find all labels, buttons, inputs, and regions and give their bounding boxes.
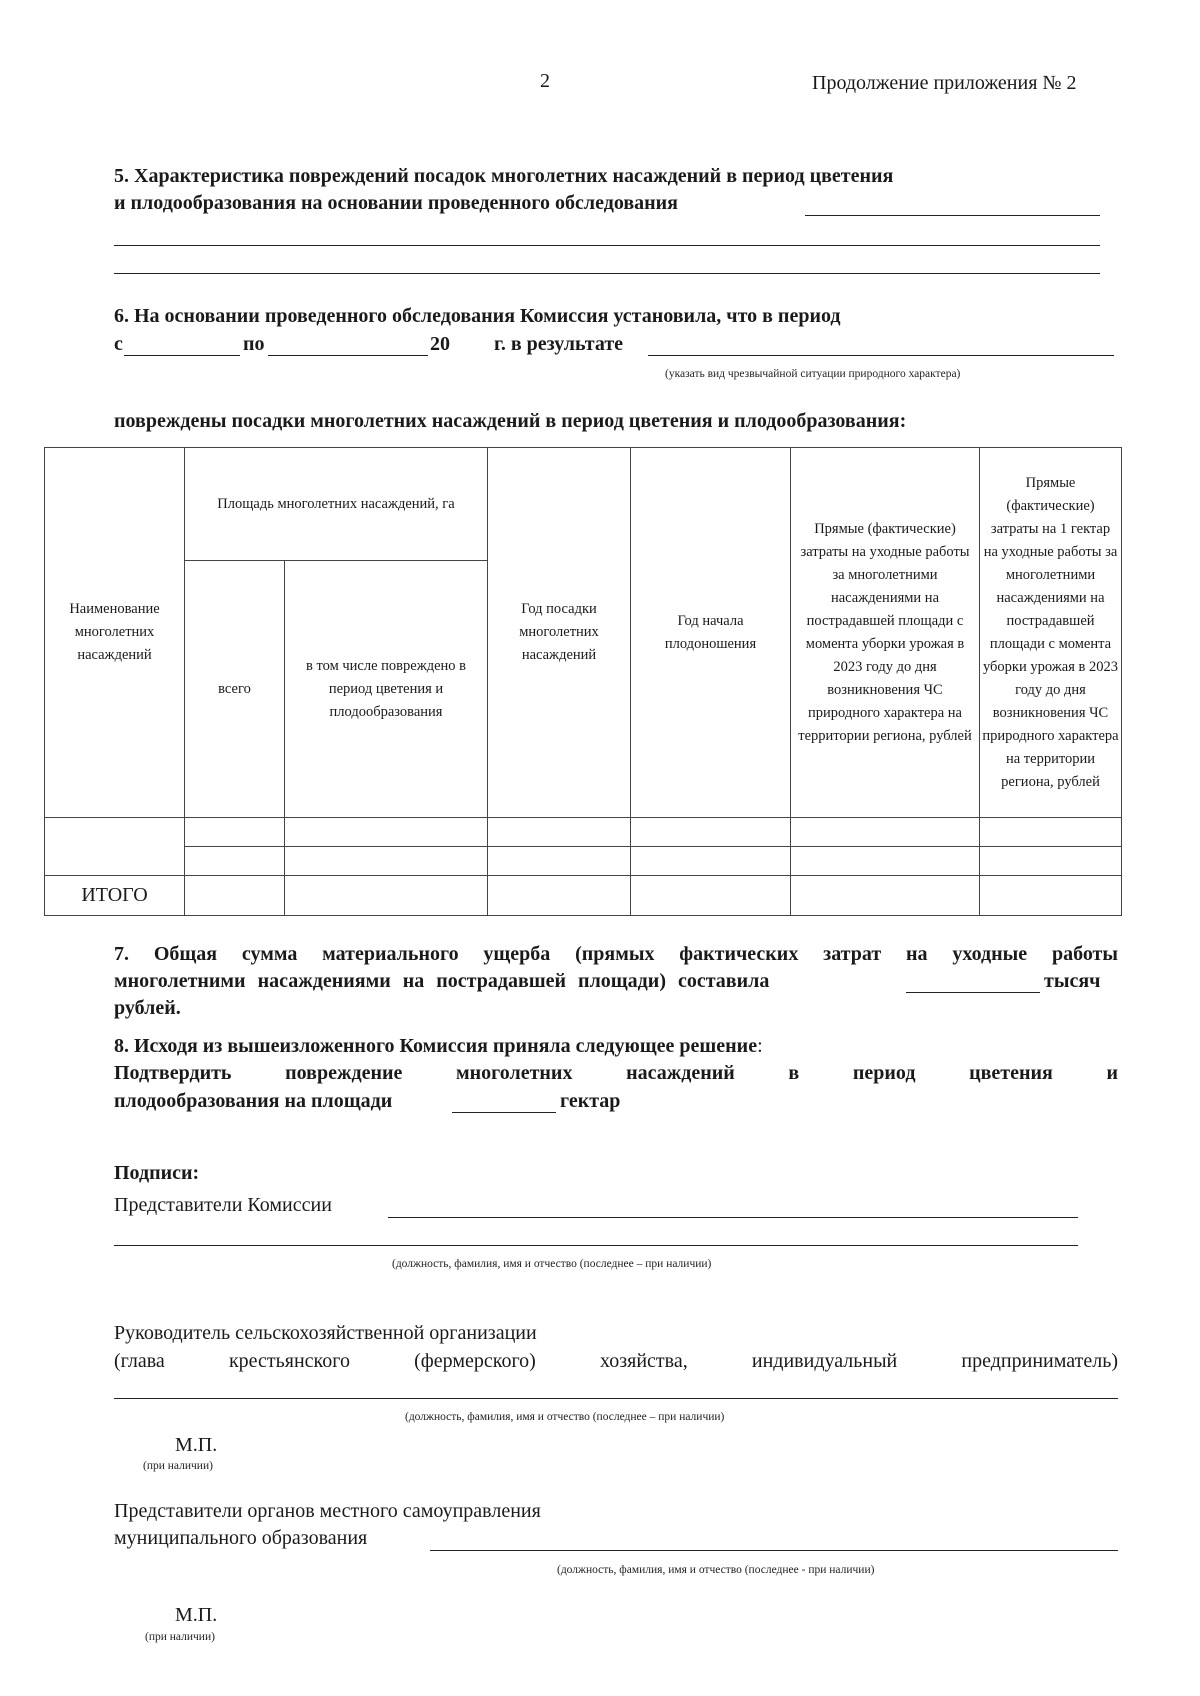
section6-line1: 6. На основании проведенного обследования Комиссия установила, что в период bbox=[114, 305, 841, 327]
area-field[interactable] bbox=[452, 1112, 556, 1113]
total-area-damaged[interactable] bbox=[285, 876, 488, 916]
col-planting-year-header: Год посадки многолетних насаждений bbox=[488, 448, 631, 818]
damage-table bbox=[44, 447, 1122, 916]
cell-costs-per-ha[interactable] bbox=[980, 847, 1122, 876]
cell-area-damaged[interactable] bbox=[285, 818, 488, 847]
section7-line3: рублей. bbox=[114, 997, 181, 1019]
cell-costs-total[interactable] bbox=[791, 847, 980, 876]
local-signature-field[interactable] bbox=[430, 1550, 1118, 1551]
section5-line2: и плодообразования на основании проведенного обследования bbox=[114, 192, 679, 214]
total-fruiting-year[interactable] bbox=[631, 876, 791, 916]
cell-fruiting-year[interactable] bbox=[631, 818, 791, 847]
section5-fill-line2[interactable] bbox=[114, 245, 1100, 246]
col-area-total-header: всего bbox=[185, 561, 285, 818]
section5-fill-line1[interactable] bbox=[805, 215, 1100, 216]
damage-amount-field[interactable] bbox=[906, 992, 1040, 993]
cell-area-total[interactable] bbox=[185, 818, 285, 847]
total-costs-per-ha[interactable] bbox=[980, 876, 1122, 916]
continuation-label: Продолжение приложения № 2 bbox=[812, 72, 1077, 94]
head-line2: (глава крестьянского (фермерского) хозяйства, индивидуальный предприниматель) bbox=[114, 1350, 1118, 1372]
section7-line2b: тысяч bbox=[1044, 970, 1101, 992]
from-label: с bbox=[114, 333, 123, 355]
cell-planting-year[interactable] bbox=[488, 847, 631, 876]
stamp-hint-2: (при наличии) bbox=[145, 1631, 215, 1643]
section5-line1: 5. Характеристика повреждений посадок многолетних насаждений в период цветения bbox=[114, 165, 894, 187]
table-row bbox=[45, 818, 1122, 847]
stamp-label-1: М.П. bbox=[175, 1434, 218, 1456]
section8-line1-bold: 8. Исходя из вышеизложенного Комиссия приняла следующее решение bbox=[114, 1035, 758, 1057]
cell-fruiting-year[interactable] bbox=[631, 847, 791, 876]
date-from-field[interactable] bbox=[124, 355, 240, 356]
cell-area-damaged[interactable] bbox=[285, 847, 488, 876]
total-area-total[interactable] bbox=[185, 876, 285, 916]
to-label: по bbox=[243, 333, 265, 355]
col-costs-per-ha-header: Прямые (фактические) затраты на 1 гектар на уходные работы за многолетними насаждениями на пострадавшей площади с момента уборки урожая в 2023 году до дня возникновения ЧС природного характера на территории региона, рублей bbox=[980, 448, 1122, 818]
col-fruiting-year-header: Год начала плодоношения bbox=[631, 448, 791, 818]
signatures-title: Подписи: bbox=[114, 1162, 200, 1184]
commission-hint: (должность, фамилия, имя и отчество (последнее – при наличии) bbox=[392, 1258, 712, 1270]
total-planting-year[interactable] bbox=[488, 876, 631, 916]
section7-line2a: многолетними насаждениями на пострадавшей площади) составила bbox=[114, 970, 770, 992]
table-row bbox=[45, 847, 1122, 876]
year-suffix: г. в результате bbox=[494, 333, 624, 355]
section5-fill-line3[interactable] bbox=[114, 273, 1100, 274]
col-area-damaged-header: в том числе повреждено в период цветения и плодообразования bbox=[285, 561, 488, 818]
total-costs-total[interactable] bbox=[791, 876, 980, 916]
col-name-header: Наименование многолетних насаждений bbox=[45, 448, 185, 818]
cell-area-total[interactable] bbox=[185, 847, 285, 876]
head-signature-field[interactable] bbox=[114, 1398, 1118, 1399]
cell-costs-total[interactable] bbox=[791, 818, 980, 847]
cell-costs-per-ha[interactable] bbox=[980, 818, 1122, 847]
cell-planting-year[interactable] bbox=[488, 818, 631, 847]
col-area-header: Площадь многолетних насаждений, га bbox=[185, 448, 488, 561]
head-hint: (должность, фамилия, имя и отчество (последнее – при наличии) bbox=[405, 1411, 725, 1423]
local-line2: муниципального образования bbox=[114, 1527, 368, 1549]
col-costs-total-header: Прямые (фактические) затраты на уходные работы за многолетними насаждениями на пострадавшей площади с момента уборки урожая в 2023 году до дня возникновения ЧС природного характера на территории региона, рублей bbox=[791, 448, 980, 818]
commission-signature-field-2[interactable] bbox=[114, 1245, 1078, 1246]
year-prefix: 20 bbox=[430, 333, 450, 355]
total-label: ИТОГО bbox=[45, 876, 185, 916]
emergency-type-hint: (указать вид чрезвычайной ситуации природного характера) bbox=[665, 368, 961, 380]
cell-name[interactable] bbox=[45, 818, 185, 876]
section8-line1 bbox=[114, 1033, 763, 1060]
emergency-type-field[interactable] bbox=[648, 355, 1114, 356]
section8-line3a: плодообразования на площади bbox=[114, 1090, 393, 1112]
date-to-field[interactable] bbox=[268, 355, 428, 356]
commission-signature-field[interactable] bbox=[388, 1217, 1078, 1218]
damaged-plantings-line: повреждены посадки многолетних насаждений в период цветения и плодообразования: bbox=[114, 410, 907, 432]
section8-line1-tail: : bbox=[757, 1035, 763, 1057]
section8-line2: Подтвердить повреждение многолетних насаждений в период цветения и bbox=[114, 1062, 1118, 1084]
commission-label: Представители Комиссии bbox=[114, 1194, 332, 1216]
section8-line3b: гектар bbox=[560, 1090, 621, 1112]
total-row bbox=[45, 876, 1122, 916]
head-line1: Руководитель сельскохозяйственной организации bbox=[114, 1322, 537, 1344]
section7-line1: 7. Общая сумма материального ущерба (прямых фактических затрат на уходные работы bbox=[114, 943, 1118, 965]
local-line1: Представители органов местного самоуправления bbox=[114, 1500, 541, 1522]
page-number: 2 bbox=[540, 70, 550, 92]
local-hint: (должность, фамилия, имя и отчество (последнее - при наличии) bbox=[557, 1564, 875, 1576]
stamp-hint-1: (при наличии) bbox=[143, 1460, 213, 1472]
stamp-label-2: М.П. bbox=[175, 1604, 218, 1626]
